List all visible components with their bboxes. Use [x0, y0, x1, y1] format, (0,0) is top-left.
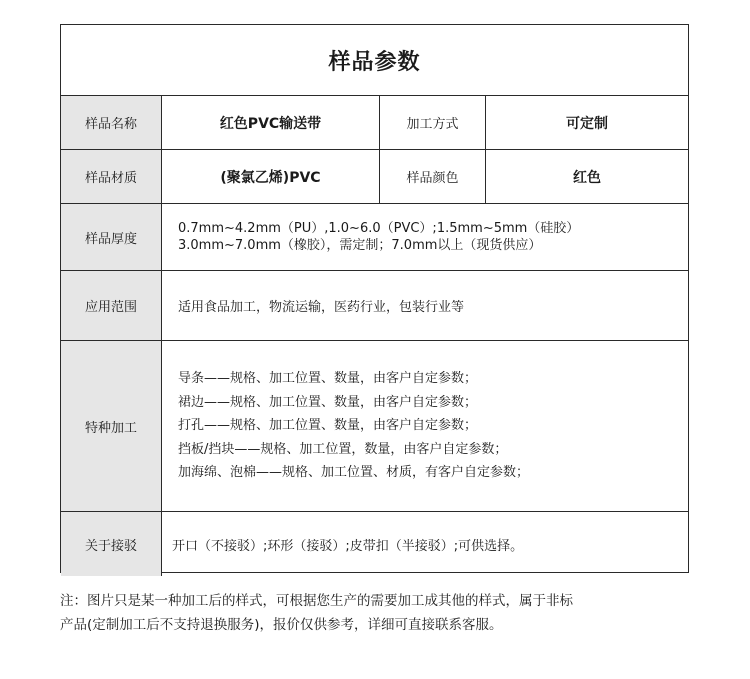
label-sample-material: 样品材质	[61, 150, 162, 203]
value-application-scope: 适用食品加工，物流运输，医药行业，包装行业等	[178, 300, 465, 315]
label-processing-method: 加工方式	[380, 96, 486, 149]
label-sample-thickness: 样品厚度	[61, 204, 162, 270]
label-sample-name: 样品名称	[61, 96, 162, 149]
value-splice: 开口（不接驳）;环形（接驳）;皮带扣（半接驳）;可供选择。	[172, 538, 524, 554]
label-splice: 关于接驳	[61, 512, 162, 576]
thickness-line: 0.7mm~4.2mm（PU）,1.0~6.0（PVC）;1.5mm~5mm（硅胶）	[178, 221, 580, 236]
footnote-line: 注：图片只是某一种加工后的样式，可根据您生产的需要加工成其他的样式，属于非标	[60, 593, 573, 609]
value-special-processing	[162, 341, 688, 511]
feature-line: 导条——规格、加工位置、数量，由客户自定参数；	[178, 371, 478, 387]
thickness-line: 3.0mm~7.0mm（橡胶），需定制；7.0mm以上（现货供应）	[178, 238, 542, 253]
value-sample-name: 红色PVC输送带	[162, 96, 380, 149]
value-processing-method: 可定制	[566, 115, 608, 132]
feature-line: 打孔——规格、加工位置、数量，由客户自定参数；	[178, 418, 478, 434]
row-sample-name	[61, 96, 688, 150]
row-sample-material	[61, 150, 688, 204]
value-sample-thickness	[162, 204, 688, 270]
feature-line: 裙边——规格、加工位置、数量，由客户自定参数；	[178, 394, 478, 410]
feature-line: 加海绵、泡棉——规格、加工位置、材质，有客户自定参数；	[178, 465, 530, 481]
label-special-processing: 特种加工	[61, 341, 162, 511]
value-sample-color: 红色	[573, 169, 601, 186]
label-sample-color: 样品颜色	[380, 150, 486, 203]
row-sample-thickness	[61, 204, 688, 271]
table-title: 样品参数	[61, 25, 688, 96]
footnote-line: 产品(定制加工后不支持退换服务)，报价仅供参考，详细可直接联系客服。	[60, 617, 503, 633]
row-splice	[61, 512, 688, 576]
row-application-scope	[61, 271, 688, 341]
spec-table	[60, 24, 689, 573]
value-sample-material: (聚氯乙烯)PVC	[162, 150, 380, 203]
footnote	[60, 589, 700, 637]
label-application-scope: 应用范围	[61, 271, 162, 340]
feature-line: 挡板/挡块——规格、加工位置，数量，由客户自定参数；	[178, 441, 508, 457]
row-special-processing	[61, 341, 688, 512]
